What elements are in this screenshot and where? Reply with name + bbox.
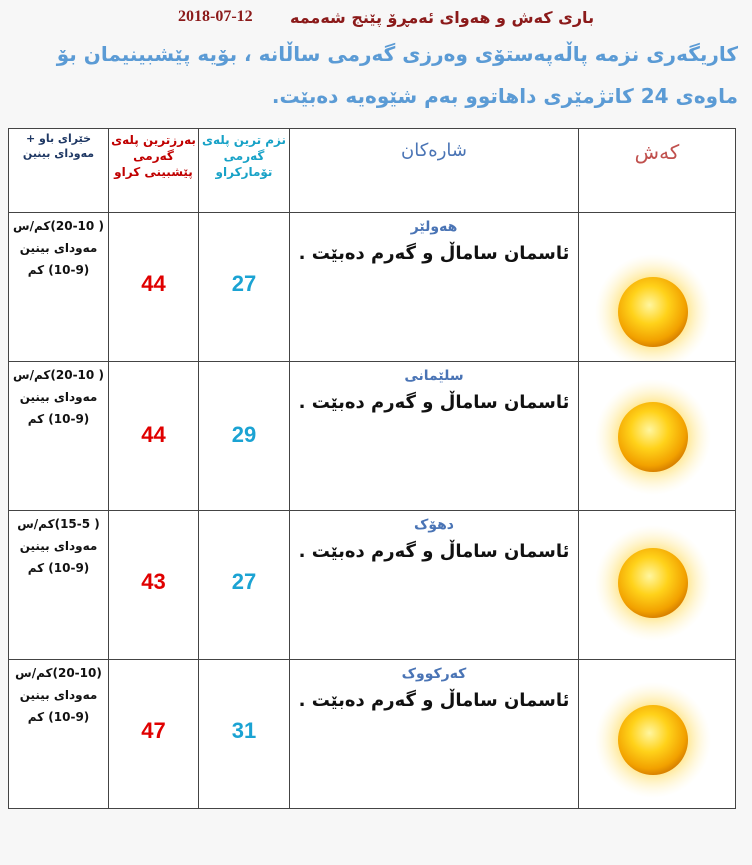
page-title: باری کەش و هەوای ئەمڕۆ پێنج شەممە: [290, 8, 595, 27]
min-temp-value: 31: [231, 718, 257, 743]
header-wind-cell: [9, 129, 109, 213]
wind-visibility-cell: [9, 362, 109, 511]
visibility-range: (10-9) کم: [27, 710, 90, 724]
max-temp-cell: [109, 213, 199, 362]
city-cell: [290, 660, 579, 809]
wind-speed: (20-10)کم/س: [15, 666, 102, 680]
header-wind: خێرای باو + مەودای بینین: [22, 132, 95, 160]
visibility-range: (10-9) کم: [27, 412, 90, 426]
city-name: دهۆک: [413, 517, 454, 533]
sun-icon: [591, 521, 715, 645]
title-bar: [0, 6, 752, 32]
visibility-label: مەودای بینین: [19, 688, 98, 702]
min-temp-value: 27: [231, 271, 257, 296]
header-weather: کەش: [634, 140, 680, 164]
visibility-label: مەودای بینین: [19, 390, 98, 404]
weather-description: ئاسمان ساماڵ و گەرم دەبێت .: [298, 690, 570, 711]
wind-visibility-cell: [9, 660, 109, 809]
max-temp-cell: [109, 362, 199, 511]
weather-icon-cell: [579, 660, 736, 809]
report-date: 2018-07-12: [178, 8, 253, 25]
city-cell: [290, 213, 579, 362]
weather-icon-cell: [579, 362, 736, 511]
max-temp-value: 44: [141, 271, 166, 296]
max-temp-cell: [109, 511, 199, 660]
intro-line-1: کاریگەری نزمە پاڵەپەستۆی وەرزی گەرمی ساڵانە ، بۆیە پێشبینیمان بۆ: [56, 42, 738, 66]
sun-icon: [591, 375, 715, 499]
city-name: کەرکووک: [401, 666, 467, 682]
visibility-range: (10-9) کم: [27, 561, 90, 575]
table-header-row: [9, 129, 736, 213]
min-temp-cell: [199, 511, 290, 660]
sun-icon: [591, 250, 715, 362]
header-min-cell: [199, 129, 290, 213]
header-max-temp: بەرزترین پلەی گەرمی پێشبینی کراو: [111, 133, 196, 180]
header-max-cell: [109, 129, 199, 213]
weather-description: ئاسمان ساماڵ و گەرم دەبێت .: [298, 392, 570, 413]
weather-icon-cell: [579, 213, 736, 362]
wind-speed: ( 20-10)کم/س: [13, 368, 104, 382]
city-cell: [290, 511, 579, 660]
forecast-table: [8, 128, 736, 809]
min-temp-value: 27: [231, 569, 257, 594]
city-name: هەولێر: [410, 219, 458, 235]
header-min-temp: نزم ترین پلەی گەرمی تۆمارکراو: [201, 133, 287, 180]
visibility-label: مەودای بینین: [19, 241, 98, 255]
min-temp-cell: [199, 362, 290, 511]
table-row: [9, 660, 736, 809]
min-temp-value: 29: [231, 422, 257, 447]
weather-description: ئاسمان ساماڵ و گەرم دەبێت .: [298, 243, 570, 264]
max-temp-value: 47: [141, 718, 166, 743]
table-row: [9, 511, 736, 660]
max-temp-value: 44: [141, 422, 166, 447]
wind-visibility-cell: [9, 511, 109, 660]
intro-line-2: ماوەی 24 کاتژمێری داهاتوو بەم شێوەیە دەبێت.: [271, 84, 738, 108]
weather-description: ئاسمان ساماڵ و گەرم دەبێت .: [298, 541, 570, 562]
header-cities: شارەکان: [401, 140, 467, 161]
visibility-range: (10-9) کم: [27, 263, 90, 277]
min-temp-cell: [199, 213, 290, 362]
sun-icon: [591, 678, 715, 802]
wind-speed: ( 15-5)کم/س: [17, 517, 100, 531]
visibility-label: مەودای بینین: [19, 539, 98, 553]
table-row: [9, 362, 736, 511]
city-name: سلێمانی: [404, 368, 464, 384]
table-row: [9, 213, 736, 362]
max-temp-value: 43: [141, 569, 166, 594]
min-temp-cell: [199, 660, 290, 809]
max-temp-cell: [109, 660, 199, 809]
header-weather-cell: [579, 129, 736, 213]
wind-visibility-cell: [9, 213, 109, 362]
header-city-cell: [290, 129, 579, 213]
wind-speed: ( 20-10)کم/س: [13, 219, 104, 233]
weather-icon-cell: [579, 511, 736, 660]
city-cell: [290, 362, 579, 511]
